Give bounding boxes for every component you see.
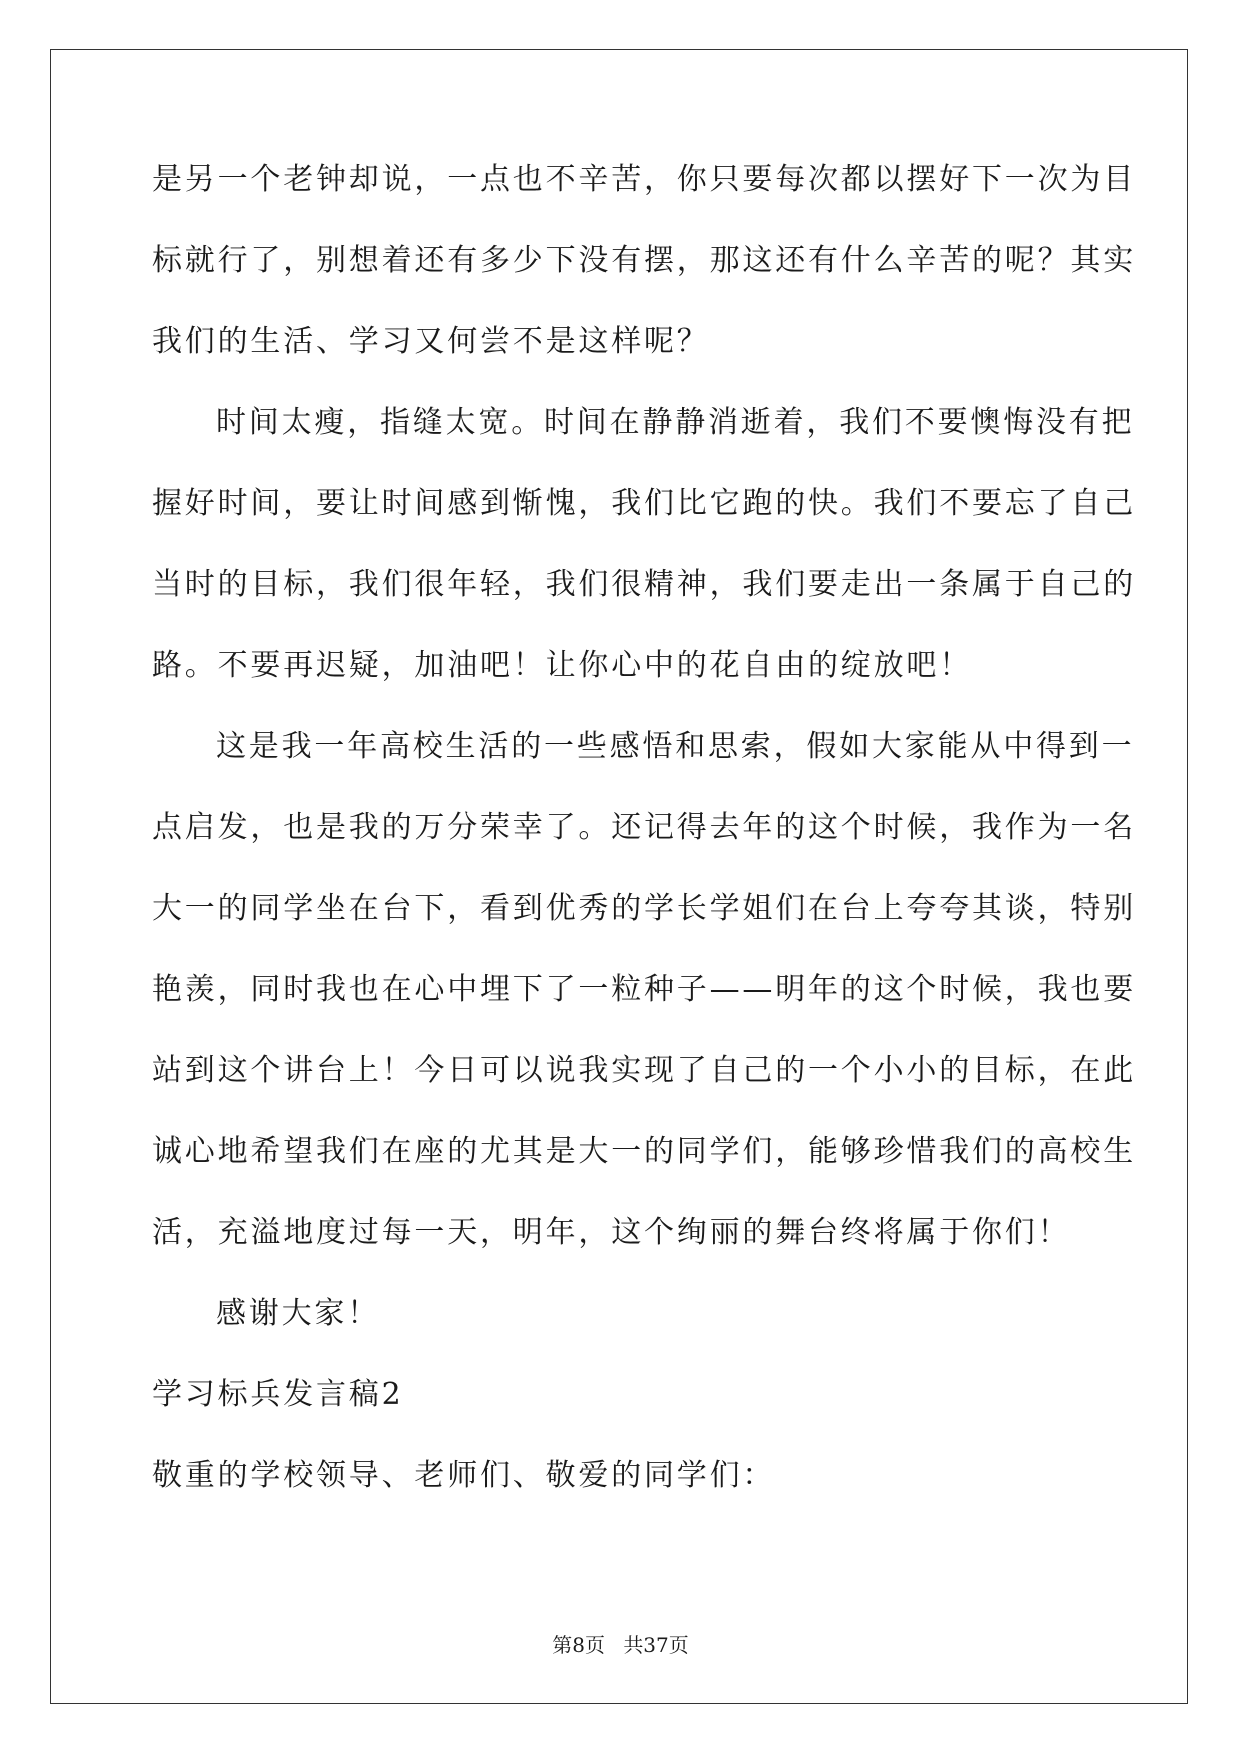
text-line: 我们的生活、学习又何尝不是这样呢？ [152,324,710,359]
text-line: 感谢大家！ [216,1296,380,1331]
text-line: 标就行了，别想着还有多少下没有摆，那这还有什么辛苦的呢？其实 [152,243,1136,278]
text-line: 艳羡，同时我也在心中埋下了一粒种子——明年的这个时候，我也要 [152,972,1136,1007]
text-line: 是另一个老钟却说，一点也不辛苦，你只要每次都以摆好下一次为目 [152,162,1136,197]
text-line: 时间太瘦，指缝太宽。时间在静静消逝着，我们不要懊悔没有把 [216,405,1135,440]
text-line: 路。不要再迟疑，加油吧！让你心中的花自由的绽放吧！ [152,648,972,683]
text-line: 活，充溢地度过每一天，明年，这个绚丽的舞台终将属于你们！ [152,1215,1071,1250]
page-footer [0,1629,1241,1658]
document-body [152,162,1136,1542]
text-line: 点启发，也是我的万分荣幸了。还记得去年的这个时候，我作为一名 [152,810,1136,845]
salutation-line: 敬重的学校领导、老师们、敬爱的同学们： [152,1458,776,1493]
section-heading: 学习标兵发言稿2 [152,1377,404,1412]
text-line: 这是我一年高校生活的一些感悟和思索，假如大家能从中得到一 [216,729,1135,764]
current-page-number: 第8页 [552,1633,605,1657]
text-line: 诚心地希望我们在座的尤其是大一的同学们，能够珍惜我们的高校生 [152,1134,1136,1169]
total-page-count: 共37页 [623,1633,689,1657]
text-line: 握好时间，要让时间感到惭愧，我们比它跑的快。我们不要忘了自己 [152,486,1136,521]
text-line: 站到这个讲台上！今日可以说我实现了自己的一个小小的目标，在此 [152,1053,1136,1088]
text-line: 当时的目标，我们很年轻，我们很精神，我们要走出一条属于自己的 [152,567,1136,602]
text-line: 大一的同学坐在台下，看到优秀的学长学姐们在台上夸夸其谈，特别 [152,891,1136,926]
